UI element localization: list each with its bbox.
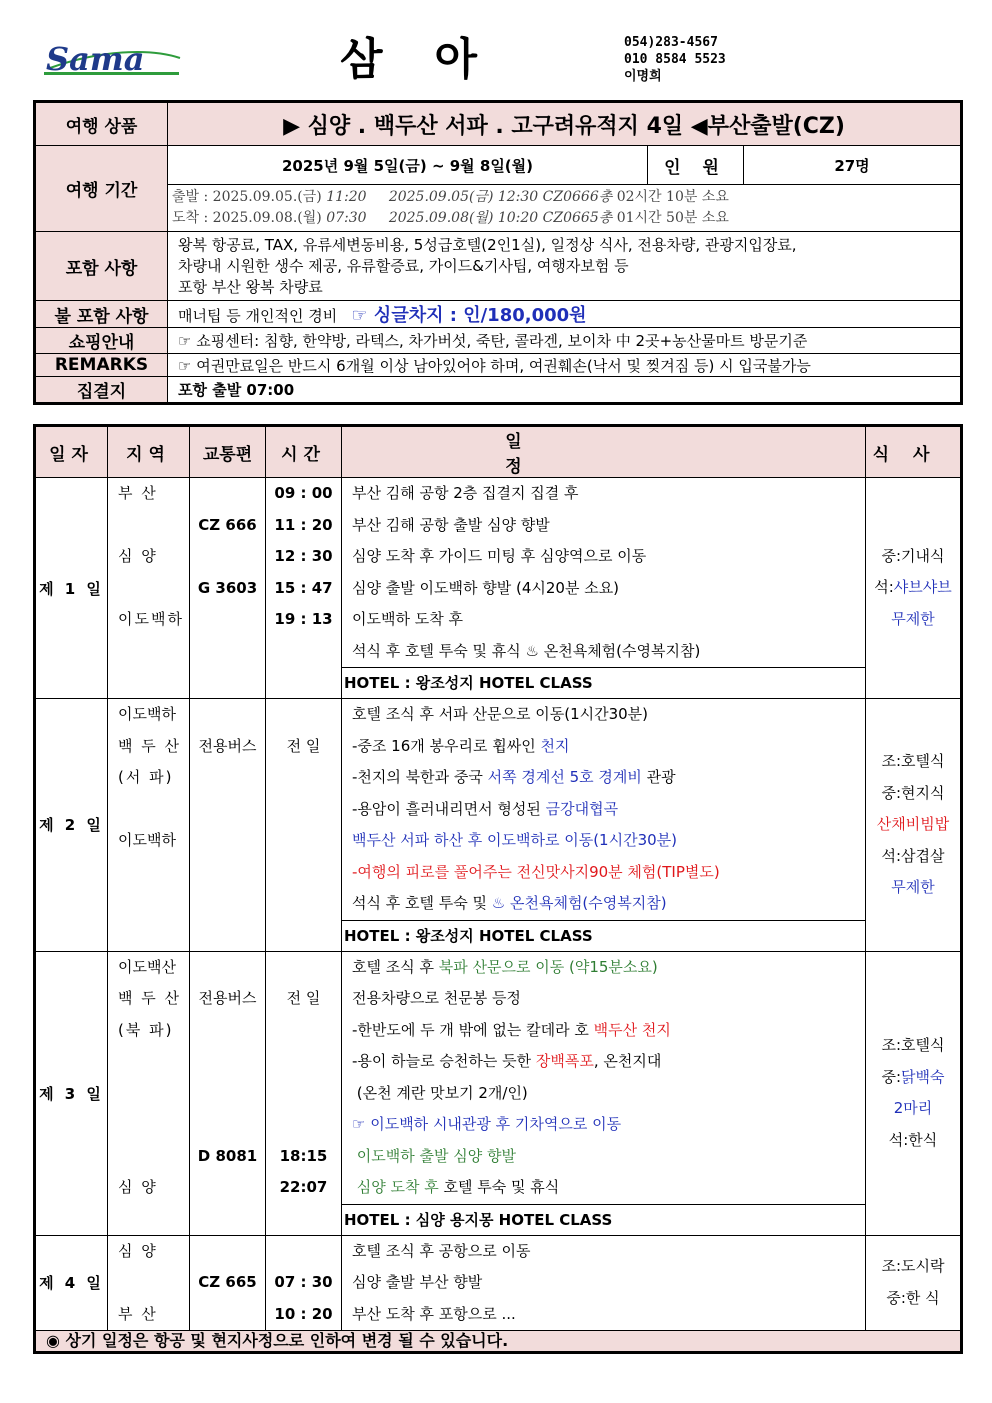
day-2-transport: 전용버스 bbox=[190, 699, 266, 952]
flight-details bbox=[168, 185, 961, 232]
arrival-flight: 도착 : 2025.09.08.(월) 07:30 2025.09.08(월) 10:20 CZ0665총 01시간 50분 소요 bbox=[172, 210, 729, 226]
contact-phone-mobile: 010 8584 5523 bbox=[624, 52, 726, 67]
shopping-value: ☞ 쇼핑센터: 침향, 한약방, 라텍스, 차가버섯, 죽탄, 콜라겐, 보이차 中 2곳+농산물마트 방문기준 bbox=[168, 328, 961, 354]
contact-phone-office: 054)283-4567 bbox=[624, 35, 718, 50]
day-2-itinerary: 호텔 조식 후 서파 산문으로 이동(1시간30분) -중조 16개 봉우리로 휩싸인 천지 -천지의 북한과 중국 서쪽 경계선 5호 경계비 관광 -용암이 흘러내리면서 형성된 금강대협곡 백두산 서파 하산 후 이도백하로 이동(1시간30분) -여행의 피로를 풀어주는 전신맛사지90분 체험(TIP별도) 석식 후 호텔 투숙 및 ♨ 온천욕체험(수영복지참) HOTEL : 왕조성지 HOTEL CLASS bbox=[342, 699, 866, 952]
day-3-label: 제 3 일 bbox=[36, 951, 108, 1235]
day-2-label: 제 2 일 bbox=[36, 699, 108, 952]
day-4-times: 07 : 30 10 : 20 bbox=[266, 1235, 342, 1331]
col-day: 일자 bbox=[36, 427, 108, 478]
day-3-hotel: HOTEL : 심양 용지몽 HOTEL CLASS bbox=[342, 1204, 865, 1235]
schedule-header-row bbox=[36, 427, 961, 478]
include-line: 왕복 항공료, TAX, 유류세변동비용, 5성급호텔(2인1실), 일정상 식사, 전용차량, 관광지입장료, bbox=[178, 235, 797, 254]
shopping-label: 쇼핑안내 bbox=[36, 328, 168, 354]
logo-text: Sama bbox=[46, 40, 145, 78]
day-3-locations: 이도백산 백 두 산 (북 파) 심 양 bbox=[108, 951, 190, 1235]
day-1-hotel: HOTEL : 왕조성지 HOTEL CLASS bbox=[342, 667, 865, 698]
day-1-times: 09 : 00 11 : 20 12 : 30 15 : 47 19 : 13 bbox=[266, 478, 342, 699]
sama-logo bbox=[40, 38, 185, 80]
people-value: 27명 bbox=[744, 146, 961, 185]
day-3-transport: 전용버스 D 8081 bbox=[190, 951, 266, 1235]
page-header bbox=[0, 0, 992, 100]
include-label: 포함 사항 bbox=[36, 232, 168, 301]
remarks-label: REMARKS bbox=[36, 354, 168, 377]
exclude-label: 불 포함 사항 bbox=[36, 301, 168, 328]
include-line: 포항 부산 왕복 차량료 bbox=[178, 277, 323, 296]
product-title: ▶ 심양 . 백두산 서파 . 고구려유적지 4일 ◀부산출발(CZ) bbox=[168, 103, 961, 146]
meeting-value: 포항 출발 07:00 bbox=[168, 377, 961, 403]
col-itinerary: 일 정 bbox=[342, 427, 866, 478]
period-value: 2025년 9월 5일(금) ~ 9월 8일(월) bbox=[168, 146, 648, 185]
col-region: 지역 bbox=[108, 427, 190, 478]
day-2-hotel: HOTEL : 왕조성지 HOTEL CLASS bbox=[342, 920, 865, 951]
people-label: 인 원 bbox=[648, 146, 744, 185]
day-4-locations: 심 양 부 산 bbox=[108, 1235, 190, 1331]
departure-flight: 출발 : 2025.09.05.(금) 11:20 2025.09.05(금) 12:30 CZ0666총 02시간 10분 소요 bbox=[172, 189, 729, 205]
day-1-transport: CZ 666 G 3603 bbox=[190, 478, 266, 699]
include-list bbox=[168, 232, 961, 301]
col-meal: 식사 bbox=[866, 427, 961, 478]
include-line: 차량내 시원한 생수 제공, 유류할증료, 가이드&기사팁, 여행자보험 등 bbox=[178, 256, 629, 275]
single-charge: ☞ 싱글차지 : 인/180,000원 bbox=[351, 305, 587, 326]
day-4-label: 제 4 일 bbox=[36, 1235, 108, 1331]
col-time: 시간 bbox=[266, 427, 342, 478]
day-1-meals: 중:기내식 석:샤브샤브 무제한 bbox=[866, 478, 961, 699]
day-3-itinerary: 호텔 조식 후 북파 산문으로 이동 (약15분소요) 전용차량으로 천문봉 등정 -한반도에 두 개 밖에 없는 칼데라 호 백두산 천지 -용이 하늘로 승천하는 듯한 장백폭포, 온천지대 (온천 계란 맛보기 2개/인) ☞ 이도백하 시내관광 후 기차역으로 이동 이도백하 출발 심양 향발 심양 도착 후 호텔 투숙 및 휴식 HOTEL : 심양 용지몽 HOTEL CLASS bbox=[342, 951, 866, 1235]
day-2-times: 전 일 bbox=[266, 699, 342, 952]
company-name: 삼아 bbox=[340, 34, 530, 85]
day-1-locations: 부 산 심 양 이도백하 bbox=[108, 478, 190, 699]
contact-person: 이명희 bbox=[624, 69, 662, 84]
day-1-itinerary: 부산 김해 공항 2층 집결지 집결 후 부산 김해 공항 출발 심양 향발 심양 도착 후 가이드 미팅 후 심양역으로 이동 심양 출발 이도백하 향발 (4시20분 소요) 이도백하 도착 후 석식 후 호텔 투숙 및 휴식 ♨ 온천욕체험(수영복지참) HOTEL : 왕조성지 HOTEL CLASS bbox=[342, 478, 866, 699]
day-2-meals: 조:호텔식 중:현지식 산채비빔밥 석:삼겹살 무제한 bbox=[866, 699, 961, 952]
day-3-row bbox=[36, 951, 961, 1235]
day-2-row bbox=[36, 699, 961, 952]
day-3-meals: 조:호텔식 중:닭백숙 2마리 석:한식 bbox=[866, 951, 961, 1235]
contact-block bbox=[624, 34, 726, 85]
col-transport: 교통편 bbox=[190, 427, 266, 478]
day-2-locations: 이도백하 백 두 산 (서 파) 이도백하 bbox=[108, 699, 190, 952]
day-4-itinerary: 호텔 조식 후 공항으로 이동 심양 출발 부산 향발 부산 도착 후 포항으로 ... bbox=[342, 1235, 866, 1331]
remarks-value: ☞ 여권만료일은 반드시 6개월 이상 남아있어야 하며, 여권훼손(낙서 및 찢겨짐 등) 시 입국불가능 bbox=[168, 354, 961, 377]
schedule-footer-note: ◉ 상기 일정은 항공 및 현지사정으로 인하여 변경 될 수 있습니다. bbox=[36, 1331, 961, 1352]
day-4-row bbox=[36, 1235, 961, 1331]
schedule-table bbox=[35, 426, 961, 1352]
day-3-times: 전 일 18:15 22:07 bbox=[266, 951, 342, 1235]
day-4-transport: CZ 665 bbox=[190, 1235, 266, 1331]
schedule-footer-row bbox=[36, 1331, 961, 1352]
day-1-row bbox=[36, 478, 961, 699]
trip-info-table bbox=[35, 102, 961, 403]
day-4-meals: 조:도시락 중:한 식 bbox=[866, 1235, 961, 1331]
meeting-label: 집결지 bbox=[36, 377, 168, 403]
period-label: 여행 기간 bbox=[36, 146, 168, 232]
day-1-label: 제 1 일 bbox=[36, 478, 108, 699]
product-label: 여행 상품 bbox=[36, 103, 168, 146]
exclude-value: 매너팁 등 개인적인 경비 ☞ 싱글차지 : 인/180,000원 bbox=[168, 301, 961, 328]
